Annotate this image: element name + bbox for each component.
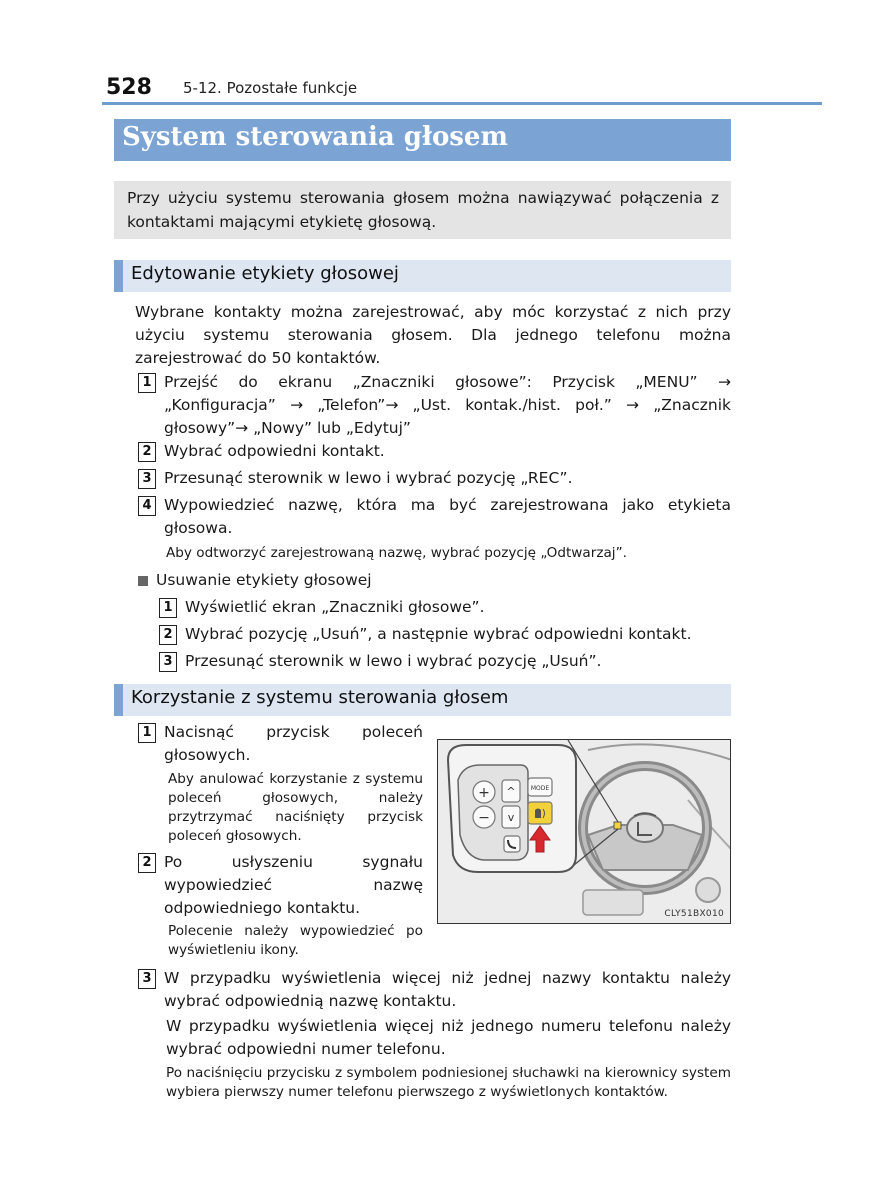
step-text: Przejść do ekranu „Znaczniki głosowe”: Przycisk „MENU” → „Konfiguracja” → „Telefon”→ „Ust. kontak./hist. poł.” → „Znacznik głosowy”→ „Nowy” lub „Edytuj” bbox=[164, 373, 731, 437]
figure-code: CLY51BX010 bbox=[664, 909, 724, 919]
steering-wheel-drawing bbox=[438, 740, 731, 924]
step-note: Polecenie należy wypowiedzieć po wyświetleniu ikony. bbox=[168, 923, 423, 958]
step-text: Wyświetlić ekran „Znaczniki głosowe”. bbox=[185, 598, 485, 616]
step-number: 2 bbox=[159, 625, 177, 645]
step-note: Aby odtworzyć zarejestrowaną nazwę, wybrać pozycję „Odtwarzaj”. bbox=[166, 545, 627, 561]
volume-down-label: − bbox=[478, 810, 490, 826]
step-item bbox=[138, 467, 731, 490]
volume-up-label: + bbox=[478, 785, 490, 801]
step-number: 1 bbox=[138, 723, 156, 743]
step-item bbox=[138, 721, 423, 767]
sub-step-item bbox=[159, 596, 731, 619]
step-note: Aby anulować korzystanie z systemu poleceń głosowych, należy przytrzymać naciśnięty przycisk poleceń głosowych. bbox=[168, 771, 423, 844]
step-item bbox=[138, 371, 731, 440]
step-number: 2 bbox=[138, 853, 156, 873]
step-note: Po naciśnięciu przycisku z symbolem podniesionej słuchawki na kierownicy system wybiera pierwszy numer telefonu pierwszego z wyświetlonych kontaktów. bbox=[166, 1065, 731, 1100]
step-number: 3 bbox=[138, 469, 156, 489]
intro-text: Przy użyciu systemu sterowania głosem można nawiązywać połączenia z kontaktami mającymi etykietę głosową. bbox=[127, 189, 719, 231]
step-text: Wypowiedzieć nazwę, która ma być zarejestrowana jako etykieta głosowa. bbox=[164, 496, 731, 537]
header-rule bbox=[102, 102, 822, 105]
title-bar bbox=[114, 119, 731, 161]
step-text: Wybrać pozycję „Usuń”, a następnie wybrać odpowiedni kontakt. bbox=[185, 625, 692, 643]
section-heading-bar bbox=[114, 684, 731, 716]
sub-heading-text: Usuwanie etykiety głosowej bbox=[156, 571, 372, 589]
step-item bbox=[138, 494, 731, 540]
seek-up-label: ^ bbox=[506, 785, 516, 798]
seek-down-label: v bbox=[507, 811, 515, 824]
section-heading: Korzystanie z systemu sterowania głosem bbox=[131, 687, 509, 708]
page-title: System sterowania głosem bbox=[122, 122, 508, 152]
sub-heading bbox=[138, 569, 372, 592]
steering-wheel-illustration bbox=[437, 739, 731, 924]
step-text: Po usłyszeniu sygnału wypowiedzieć nazwę odpowiedniego kontaktu. bbox=[164, 853, 423, 917]
square-bullet-icon bbox=[138, 576, 148, 586]
step-number: 1 bbox=[138, 373, 156, 393]
page-number: 528 bbox=[106, 75, 152, 100]
section-paragraph: Wybrane kontakty można zarejestrować, aby móc korzystać z nich przy użyciu systemu sterowania głosem. Dla jednego telefonu można zarejestrować do 50 kontaktów. bbox=[135, 303, 731, 367]
step-text: W przypadku wyświetlenia więcej niż jednej nazwy kontaktu należy wybrać odpowiednią nazwę kontaktu. bbox=[164, 969, 731, 1010]
step-text-secondary: W przypadku wyświetlenia więcej niż jednego numeru telefonu należy wybrać odpowiedni numer telefonu. bbox=[166, 1017, 731, 1058]
phone-button bbox=[504, 836, 520, 852]
section-heading-bar bbox=[114, 260, 731, 292]
intro-box bbox=[114, 181, 731, 239]
step-item bbox=[138, 440, 731, 463]
section-reference: 5-12. Pozostałe funkcje bbox=[183, 79, 358, 97]
step-text: Przesunąć sterownik w lewo i wybrać pozycję „Usuń”. bbox=[185, 652, 602, 670]
step-text: Przesunąć sterownik w lewo i wybrać pozycję „REC”. bbox=[164, 469, 573, 487]
step-number: 3 bbox=[138, 969, 156, 989]
step-number: 2 bbox=[138, 442, 156, 462]
step-number: 1 bbox=[159, 598, 177, 618]
voice-command-icon bbox=[535, 809, 541, 819]
step-number: 4 bbox=[138, 496, 156, 516]
step-item bbox=[138, 851, 423, 920]
sub-step-item bbox=[159, 650, 731, 673]
step-text: Nacisnąć przycisk poleceń głosowych. bbox=[164, 723, 423, 764]
mode-label: MODE bbox=[530, 785, 550, 792]
step-text: Wybrać odpowiedni kontakt. bbox=[164, 442, 385, 460]
sub-step-item bbox=[159, 623, 731, 646]
step-number: 3 bbox=[159, 652, 177, 672]
section-heading: Edytowanie etykiety głosowej bbox=[131, 263, 399, 284]
step-item bbox=[138, 967, 731, 1013]
